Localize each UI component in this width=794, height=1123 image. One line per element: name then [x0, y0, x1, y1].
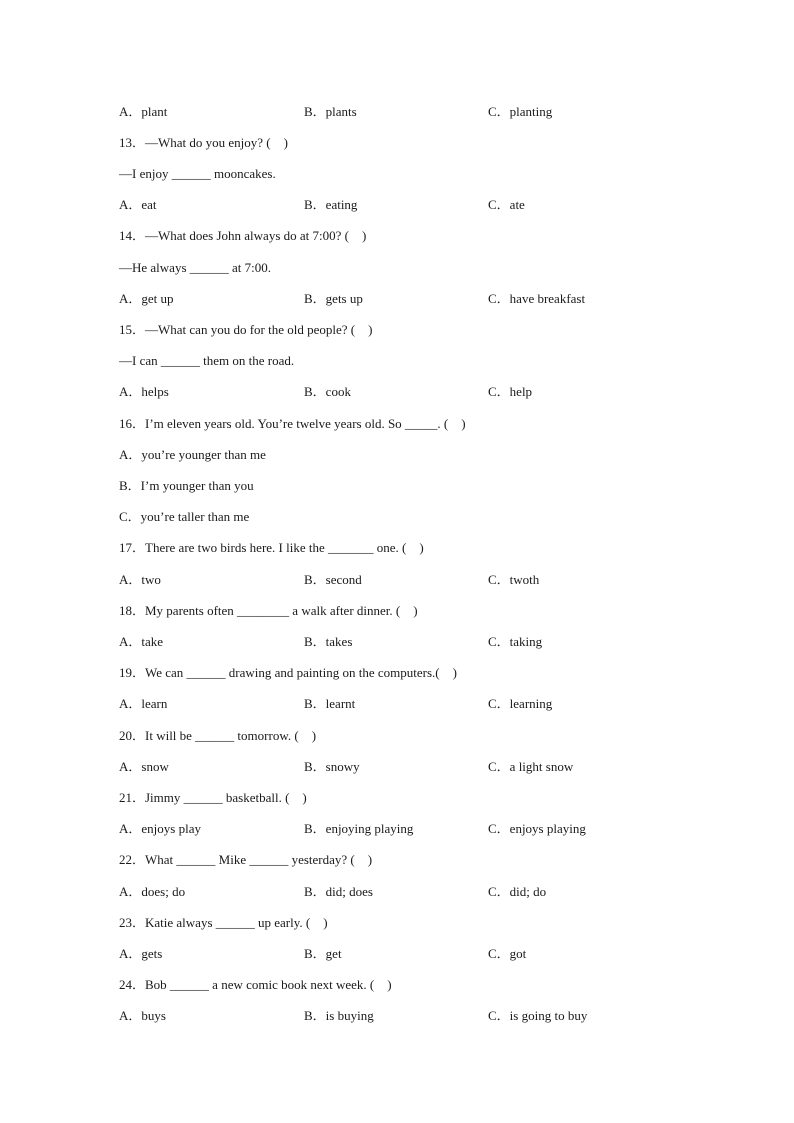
q17-option-a: A．two	[119, 572, 161, 587]
q14-option-a: A．get up	[119, 291, 174, 306]
q15-option-c: C．help	[488, 384, 533, 399]
q17-question: 17．There are two birds here. I like the _______ one. ( )	[119, 540, 424, 555]
q21-question: 21．Jimmy ______ basketball. ( )	[119, 790, 307, 805]
q15-option-a: A．helps	[119, 384, 169, 399]
q19-option-a: A．learn	[119, 696, 168, 711]
q15-question: 15．—What can you do for the old people? ( )	[119, 322, 373, 337]
q22-question: 22．What ______ Mike ______ yesterday? ( )	[119, 852, 373, 867]
q19-option-c: C．learning	[488, 696, 553, 711]
q20-option-a: A．snow	[119, 759, 169, 774]
q12-option-a: A．plant	[119, 104, 168, 119]
q18-option-b: B．takes	[304, 634, 353, 649]
q17-option-c: C．twoth	[488, 572, 540, 587]
q15-response: —I can ______ them on the road.	[119, 353, 295, 368]
q21-option-c: C．enjoys playing	[488, 821, 586, 836]
q13-response: —I enjoy ______ mooncakes.	[119, 166, 276, 181]
q18-option-a: A．take	[119, 634, 164, 649]
q16-question: 16．I’m eleven years old. You’re twelve years old. So _____. ( )	[119, 416, 466, 431]
q14-question: 14．—What does John always do at 7:00? ( )	[119, 228, 367, 243]
q19-option-b: B．learnt	[304, 696, 356, 711]
q14-option-c: C．have breakfast	[488, 291, 586, 306]
q20-question: 20．It will be ______ tomorrow. ( )	[119, 728, 317, 743]
q19-question: 19．We can ______ drawing and painting on the computers.( )	[119, 665, 457, 680]
q13-question: 13．—What do you enjoy? ( )	[119, 135, 288, 150]
q12-option-b: B．plants	[304, 104, 357, 119]
q16-option-c: C．you’re taller than me	[119, 509, 250, 524]
q22-option-c: C．did; do	[488, 884, 547, 899]
q20-option-c: C．a light snow	[488, 759, 574, 774]
q24-option-b: B．is buying	[304, 1008, 374, 1023]
q17-option-b: B．second	[304, 572, 362, 587]
q12-option-c: C．planting	[488, 104, 553, 119]
q24-question: 24．Bob ______ a new comic book next week. ( )	[119, 977, 392, 992]
q18-option-c: C．taking	[488, 634, 543, 649]
q24-option-a: A．buys	[119, 1008, 166, 1023]
q13-option-a: A．eat	[119, 197, 157, 212]
q23-option-b: B．get	[304, 946, 342, 961]
q23-option-a: A．gets	[119, 946, 163, 961]
q13-option-b: B．eating	[304, 197, 358, 212]
q13-option-c: C．ate	[488, 197, 525, 212]
q21-option-a: A．enjoys play	[119, 821, 201, 836]
q18-question: 18．My parents often ________ a walk after dinner. ( )	[119, 603, 418, 618]
q16-option-b: B．I’m younger than you	[119, 478, 254, 493]
q23-question: 23．Katie always ______ up early. ( )	[119, 915, 328, 930]
q15-option-b: B．cook	[304, 384, 351, 399]
q24-option-c: C．is going to buy	[488, 1008, 588, 1023]
q21-option-b: B．enjoying playing	[304, 821, 414, 836]
q14-response: —He always ______ at 7:00.	[119, 260, 272, 275]
q22-option-a: A．does; do	[119, 884, 186, 899]
q14-option-b: B．gets up	[304, 291, 363, 306]
q16-option-a: A．you’re younger than me	[119, 447, 266, 462]
q20-option-b: B．snowy	[304, 759, 360, 774]
q23-option-c: C．got	[488, 946, 527, 961]
q22-option-b: B．did; does	[304, 884, 373, 899]
